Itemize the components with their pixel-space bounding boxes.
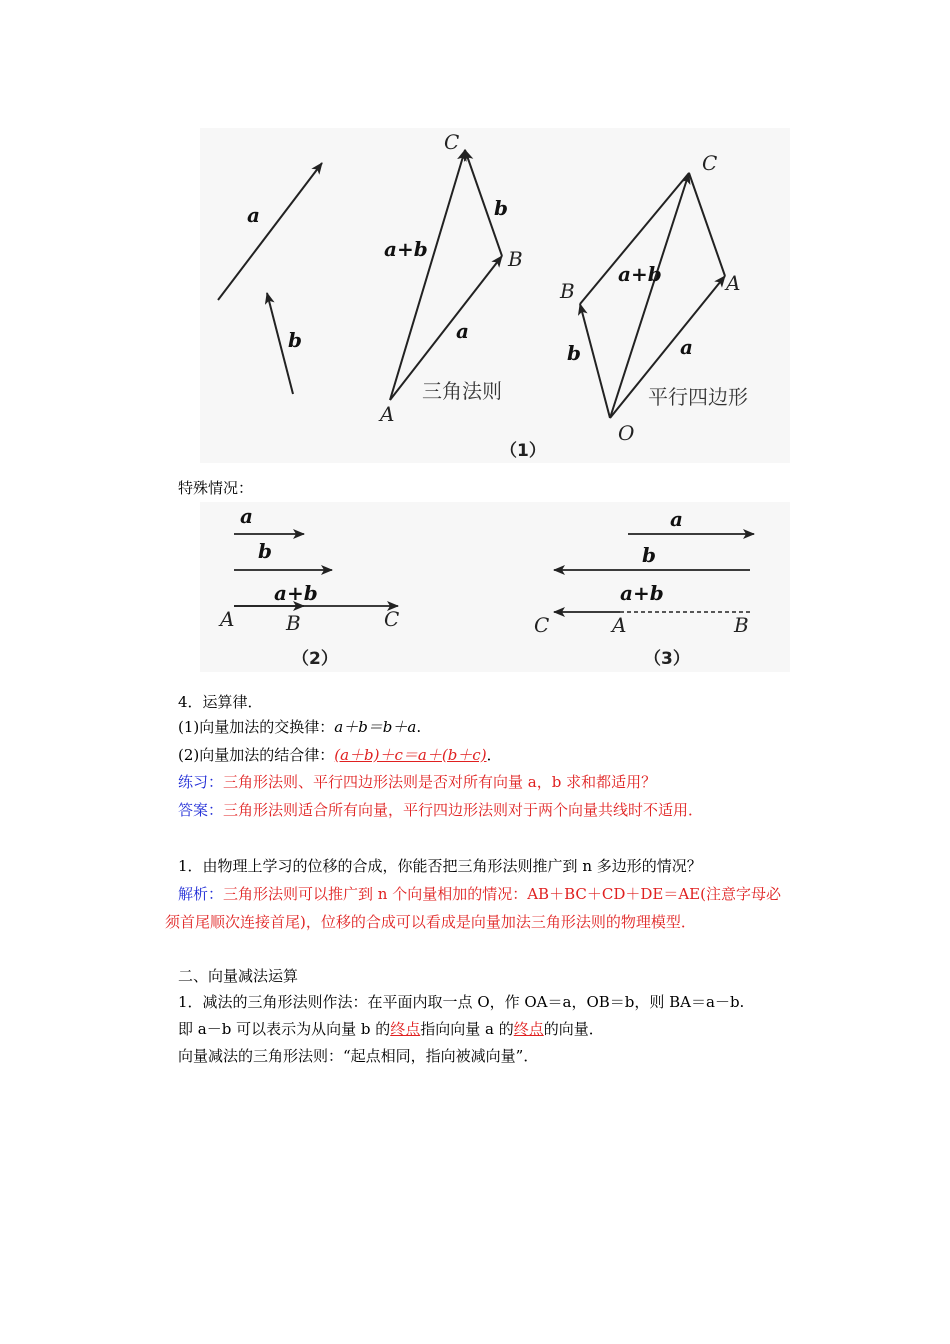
analysis-line-1 (178, 884, 781, 904)
label-b: b (288, 328, 302, 352)
analysis-label: 解析： (178, 885, 224, 903)
answer-line (178, 800, 703, 820)
vector-addition-figure-1 (200, 128, 790, 463)
parallelogram-label: 平行四边形 (648, 385, 748, 409)
commutative-prefix: (1)向量加法的交换律： (178, 718, 335, 736)
answer-text: 三角形法则适合所有向量，平行四边形法则对于两个向量共线时不适用． (223, 801, 704, 819)
section2-heading: 二、向量减法运算 (178, 967, 299, 985)
label-aplusb-para: a+b (618, 262, 662, 286)
question-1: 1．由物理上学习的位移的合成，你能否把三角形法则推广到 n 多边形的情况？ (178, 857, 702, 875)
special-case-label: 特殊情况： (178, 479, 254, 497)
vector-addition-special-cases-figure (200, 502, 790, 672)
point-B-c2: B (286, 611, 301, 635)
section2-line-3: 向量减法的三角形法则：“起点相同，指向被减向量”． (178, 1047, 539, 1065)
commutative-suffix: . (416, 718, 422, 736)
associative-law (178, 745, 502, 765)
label-b-c3: b (642, 543, 656, 567)
figure-caption-1: （1） (500, 441, 546, 461)
label-b-c2: b (258, 539, 272, 563)
vector-OC (610, 173, 689, 418)
point-A-c2: A (220, 607, 235, 631)
label-a-c3: a (670, 507, 683, 531)
point-A2: A (726, 271, 741, 295)
point-C2: C (702, 151, 718, 175)
term-endpoint-2: 终点 (513, 1020, 544, 1038)
triangle-rule-label: 三角法则 (422, 379, 502, 403)
point-B-c3: B (734, 613, 749, 637)
analysis-line-2: 须首尾顺次连接首尾)，位移的合成可以看成是向量加法三角形法则的物理模型． (165, 913, 696, 931)
line2-mid: 指向向量 a 的 (420, 1020, 514, 1038)
section2-line-1: 1．减法的三角形法则作法：在平面内取一点 O，作 OA＝a，OB＝b，则 BA＝a－b. (178, 993, 745, 1011)
label-a: a (247, 203, 260, 227)
point-C-c3: C (534, 613, 550, 637)
point-C-c2: C (384, 607, 400, 631)
associative-prefix: (2)向量加法的结合律： (178, 746, 335, 764)
commutative-law (178, 717, 421, 737)
point-B2: B (560, 279, 575, 303)
associative-formula: (a＋b)＋c＝a＋(b＋c) (334, 746, 487, 764)
vector-a (218, 163, 322, 300)
label-b-para: b (567, 341, 581, 365)
point-A-c3: A (612, 613, 627, 637)
label-a-para: a (680, 335, 693, 359)
label-aplusb-tri: a+b (384, 237, 428, 261)
term-endpoint-1: 终点 (390, 1020, 421, 1038)
label-b-tri: b (494, 196, 508, 220)
section2-line-2 (178, 1019, 604, 1039)
line2-prefix: 即 a－b 可以表示为从向量 b 的 (178, 1020, 391, 1038)
line2-suffix: 的向量． (543, 1020, 604, 1038)
exercise-label: 练习： (178, 773, 224, 791)
side-AC (689, 173, 725, 276)
label-aplusb-c2: a+b (274, 581, 318, 605)
vector-AC (390, 150, 465, 400)
exercise-text: 三角形法则、平行四边形法则是否对所有向量 a，b 求和都适用？ (223, 773, 657, 791)
associative-suffix: ． (486, 746, 502, 764)
exercise-line (178, 772, 656, 792)
vector-OB (580, 304, 610, 418)
label-a-tri: a (456, 319, 469, 343)
label-a-c2: a (240, 504, 253, 528)
figure-caption-3: （3） (644, 649, 690, 669)
point-O: O (618, 421, 635, 445)
point-C: C (444, 130, 460, 154)
figure-caption-2: （2） (292, 649, 338, 669)
label-aplusb-c3: a+b (620, 581, 664, 605)
commutative-formula: a＋b＝b＋a (334, 718, 417, 736)
point-B: B (508, 247, 523, 271)
point-A: A (380, 402, 395, 426)
laws-heading: 4．运算律． (178, 693, 263, 711)
answer-label: 答案： (178, 801, 224, 819)
analysis-text-1: 三角形法则可以推广到 n 个向量相加的情况：AB＋BC＋CD＋DE＝AE(注意字母必 (223, 885, 781, 903)
